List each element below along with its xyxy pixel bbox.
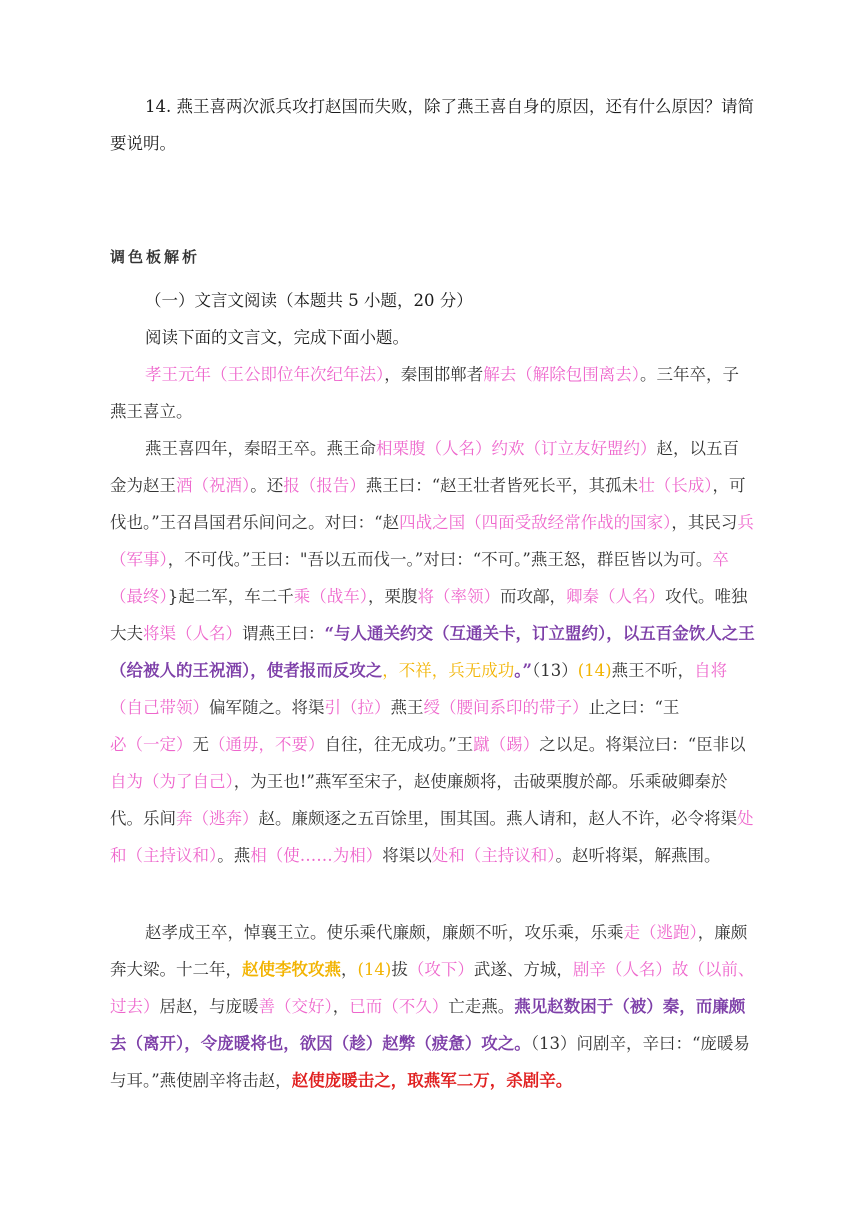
paragraph2-run: 四战之国（四面受敌经常作战的国家）	[399, 513, 672, 532]
paragraph2-run: 偏军随之。将渠	[209, 698, 325, 717]
paragraph2-run: ，不可伐。”王曰："吾以五而伐一。”对曰：“不可。”燕王怒，群臣皆以为可。	[167, 550, 713, 569]
paragraph1-run: ，秦围邯郸者	[384, 365, 484, 384]
paragraph2-run: ，可伐也。”王召昌国君乐间问之。对曰：“赵	[110, 476, 746, 532]
paragraph3-run: 燕见赵数困于（被）秦，而廉颇去（离开），令庞暖将也，欲因（趁）赵弊（疲惫）攻之。	[110, 997, 746, 1053]
paragraph2-run: ，不祥，兵无成功	[382, 661, 515, 680]
paragraph2-run: 酒（祝酒）	[176, 476, 251, 495]
paragraph2-run: （13）	[532, 661, 578, 680]
paragraph3-run: （13）问剧辛，辛曰：“庞暖易与耳。”燕使剧辛将击赵，	[110, 1034, 750, 1090]
paragraph2-run: (14)	[577, 661, 612, 680]
paragraph2-run: 而攻鄗，	[500, 587, 566, 606]
paragraph3-run: ，廉颇奔大梁。十二年，	[110, 923, 748, 979]
paragraph2-run: 处和（主持议和）	[431, 846, 556, 865]
paragraph3-run: 赵使李牧攻燕	[242, 960, 341, 979]
passage-paragraph-3	[110, 914, 755, 1099]
section-subtitle: （一）文言文阅读（本题共 5 小题，20 分）	[145, 291, 473, 310]
paragraph2-run: 无	[192, 735, 209, 754]
paragraph1-run: 解去（解除包围离去）	[483, 365, 640, 384]
section-heading: 调色板解析	[110, 248, 201, 266]
paragraph2-run: 自将（自己带领）	[110, 661, 728, 717]
paragraph2-run: 乘（战车）	[293, 587, 368, 606]
paragraph2-run: 。还	[250, 476, 284, 495]
paragraph3-run: 剧辛（人名）故（以前、过去）	[110, 960, 755, 1016]
reading-instruction: 阅读下面的文言文，完成下面小题。	[145, 328, 409, 347]
paragraph2-run: 燕王不听，	[611, 661, 695, 680]
paragraph3-run: 居赵，与庞暖	[159, 997, 259, 1016]
paragraph2-run: 引（拉）	[324, 698, 391, 717]
paragraph2-run: 赵。廉颇逐之五百馀里，围其国。燕人请和，赵人不许，必令将渠	[258, 809, 737, 828]
paragraph2-run: 处和（主持议和）	[110, 809, 754, 865]
paragraph2-run: 壮（长成）	[638, 476, 713, 495]
paragraph3-run: 拔	[391, 960, 408, 979]
paragraph3-run: (14)	[357, 960, 392, 979]
paragraph2-run: 报（报告）	[283, 476, 366, 495]
passage-paragraph-2	[110, 430, 755, 874]
paragraph2-run: 止之曰：“王	[588, 698, 680, 717]
paragraph2-run: 将渠以	[382, 846, 432, 865]
paragraph2-run: 兵（军事）	[110, 513, 754, 569]
paragraph2-run: “与人通关约交（互通关卡，订立盟约），以五百金饮人之王（给被人的王祝酒），使者报而反攻之	[110, 624, 755, 680]
paragraph2-run: 。”	[514, 661, 532, 680]
paragraph3-run: （攻下）	[407, 960, 474, 979]
paragraph2-run: 蹴（踢）	[473, 735, 540, 754]
paragraph1-run: 孝王元年（王公即位年次纪年法）	[145, 365, 385, 384]
paragraph2-run: 谓燕王曰：	[242, 624, 325, 643]
paragraph2-run: 奔（逃奔）	[176, 809, 259, 828]
paragraph2-run: 燕王喜四年，秦昭王卒。燕王命	[145, 439, 376, 458]
paragraph2-run: 绶（腰间系印的带子）	[423, 698, 589, 717]
paragraph2-run: }起二军，车二千	[167, 587, 294, 606]
paragraph3-run: 走（逃跑）	[623, 923, 698, 942]
question-14: 14. 燕王喜两次派兵攻打赵国而失败，除了燕王喜自身的原因，还有什么原因？请简要说明。	[110, 97, 754, 153]
paragraph3-run: 赵孝成王卒，悼襄王立。使乐乘代廉颇，廉颇不听，攻乐乘，乐乘	[145, 923, 624, 942]
paragraph2-run: 相栗腹（人名）约欢（订立友好盟约）	[376, 439, 657, 458]
paragraph2-run: 。燕	[217, 846, 251, 865]
paragraph2-run: 。赵听将渠，解燕围。	[555, 846, 721, 865]
paragraph1-run: 。三年卒，子燕王喜立。	[110, 365, 739, 421]
paragraph2-run: 之以足。将渠泣曰：“臣非以	[539, 735, 746, 754]
paragraph3-run: 赵使庞暖击之，取燕军二万，杀剧辛。	[291, 1071, 573, 1090]
paragraph2-run: 燕王	[390, 698, 424, 717]
paragraph2-run: 自往，往无成功。”王	[324, 735, 474, 754]
paragraph2-run: 卒（最终）	[110, 550, 729, 606]
paragraph3-run: ，	[341, 960, 358, 979]
paragraph3-run: ，	[332, 997, 350, 1016]
paragraph2-run: ，栗腹	[368, 587, 418, 606]
paragraph2-run: ，其民习	[671, 513, 738, 532]
paragraph2-run: 赵，以五百金为赵王	[110, 439, 739, 495]
paragraph2-run: 自为（为了自己）	[110, 772, 234, 791]
paragraph2-run: ，为王也!”燕军至宋子，赵使廉颇将，击破栗腹於鄗。乐乘破卿秦於代。乐间	[110, 772, 728, 828]
paragraph2-run: 攻代。唯独大夫	[110, 587, 748, 643]
paragraph3-run: 亡走燕。	[448, 997, 515, 1016]
paragraph2-run: 卿秦（人名）	[566, 587, 665, 606]
paragraph3-run: 善（交好）	[258, 997, 333, 1016]
paragraph2-run: 相（使……为相）	[250, 846, 383, 865]
paragraph2-run: 将渠（人名）	[143, 624, 242, 643]
paragraph3-run: 武遂、方城，	[473, 960, 573, 979]
paragraph2-run: 将（率领）	[417, 587, 500, 606]
paragraph2-run: （通毋，不要）	[209, 735, 325, 754]
paragraph2-run: 燕王曰：“赵王壮者皆死长平，其孤未	[365, 476, 639, 495]
paragraph2-run: 必（一定）	[110, 735, 193, 754]
passage-paragraph-1	[110, 356, 755, 430]
paragraph3-run: 已而（不久）	[349, 997, 449, 1016]
